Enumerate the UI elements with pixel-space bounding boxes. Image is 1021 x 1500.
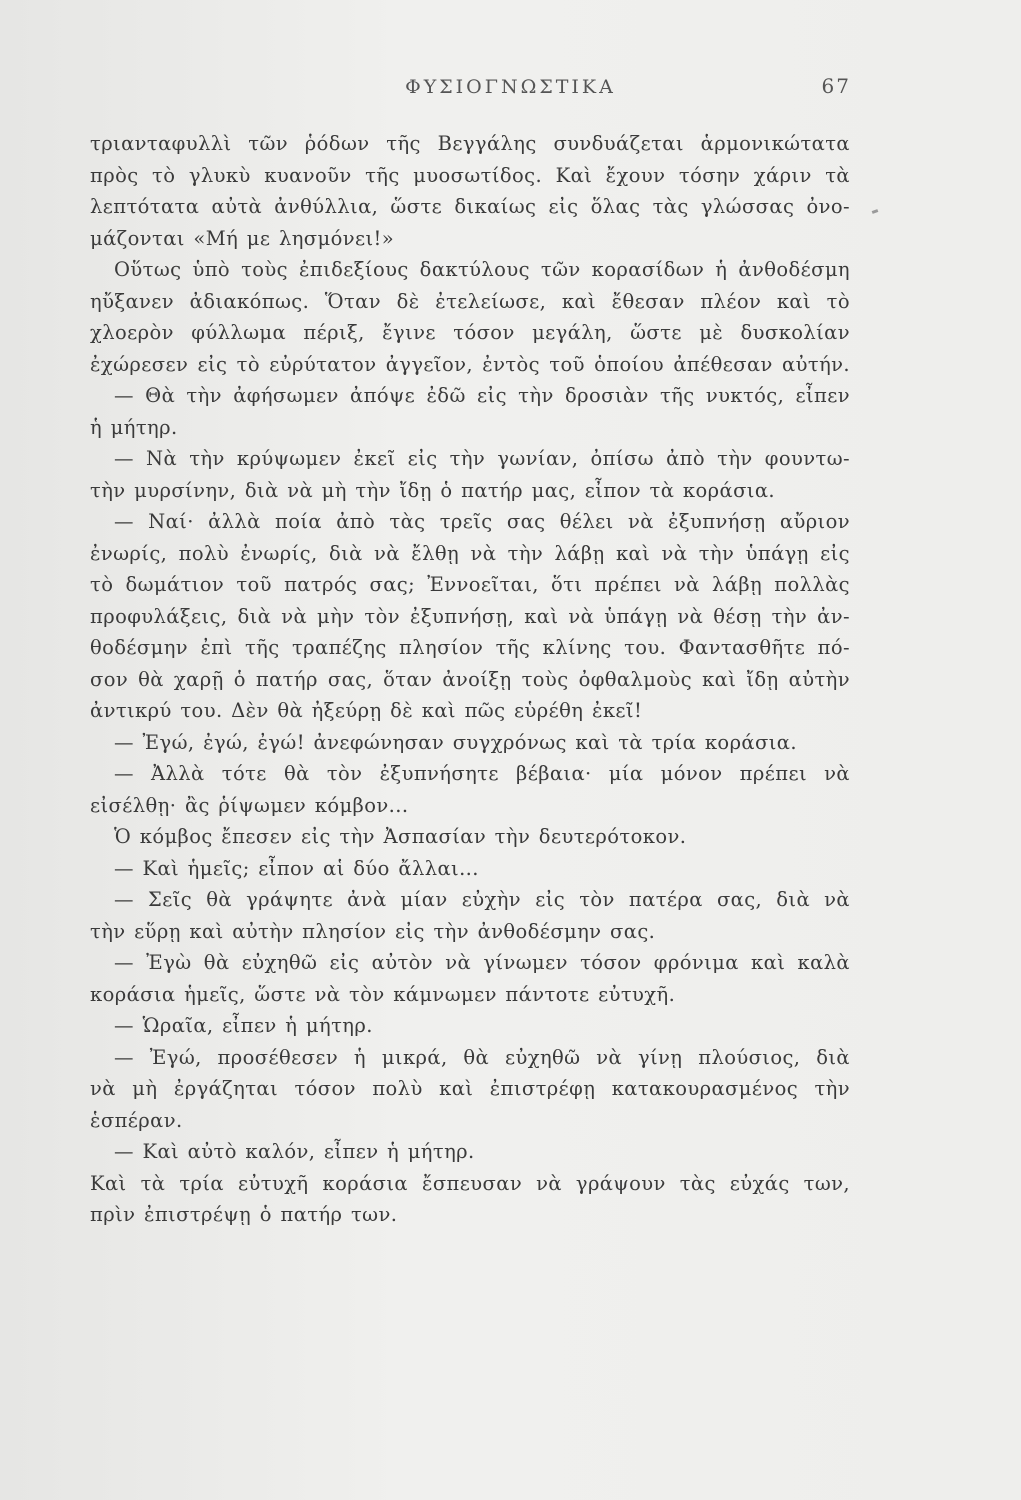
text-line: σον θὰ χαρῇ ὁ πατήρ σας, ὅταν ἀνοίξῃ τοὺς ὀφθαλμοὺς καὶ ἴδῃ αὐτὴν xyxy=(90,667,850,691)
text-line: — Ἐγώ, ἐγώ, ἐγώ! ἀνεφώνησαν συγχρόνως καὶ τὰ τρία κοράσια. xyxy=(114,730,797,754)
text-line: — Ἀλλὰ τότε θὰ τὸν ἐξυπνήσητε βέβαια· μία μόνον πρέπει νὰ xyxy=(114,762,850,785)
text-line: τὸ δωμάτιον τοῦ πατρός σας; Ἐννοεῖται, ὅτι πρέπει νὰ λάβῃ πολλὰς xyxy=(90,573,850,596)
text-line: — Ὡραῖα, εἶπεν ἡ μήτηρ. xyxy=(114,1014,373,1037)
text-line: εἰσέλθῃ· ἂς ῥίψωμεν κόμβον... xyxy=(90,793,409,817)
text-line: — Ἐγὼ θὰ εὐχηθῶ εἰς αὐτὸν νὰ γίνωμεν τόσον φρόνιμα καὶ καλὰ xyxy=(114,951,850,974)
text-line: ἐχώρεσεν εἰς τὸ εὐρύτατον ἀγγεῖον, ἐντὸς τοῦ ὁποίου ἀπέθεσαν αὐτήν. xyxy=(90,352,850,376)
text-line: προφυλάξεις, διὰ νὰ μὴν τὸν ἐξυπνήσῃ, καὶ νὰ ὑπάγῃ νὰ θέσῃ τὴν ἀν- xyxy=(90,604,850,628)
text-line: κοράσια ἡμεῖς, ὥστε νὰ τὸν κάμνωμεν πάντοτε εὐτυχῆ. xyxy=(90,982,676,1006)
text-line: — Ναί· ἀλλὰ ποία ἀπὸ τὰς τρεῖς σας θέλει νὰ ἐξυπνήσῃ αὔριον xyxy=(114,510,850,533)
text-line: ηὔξανεν ἀδιακόπως. Ὅταν δὲ ἐτελείωσε, καὶ ἔθεσαν πλέον καὶ τὸ xyxy=(90,289,850,313)
text-line: χλοερὸν φύλλωμα πέριξ, ἔγινε τόσον μεγάλη, ὥστε μὲ δυσκολίαν xyxy=(90,321,850,344)
text-line: πρὸς τὸ γλυκὺ κυανοῦν τῆς μυοσωτίδος. Καὶ ἔχουν τόσην χάριν τὰ xyxy=(90,163,850,187)
print-speck xyxy=(872,209,879,214)
text-line: θοδέσμην ἐπὶ τῆς τραπέζης πλησίον τῆς κλίνης του. Φαντασθῆτε πό- xyxy=(90,636,850,659)
text-line: Οὕτως ὑπὸ τοὺς ἐπιδεξίους δακτύλους τῶν κορασίδων ἡ ἀνθοδέσμη xyxy=(114,258,850,281)
running-title: ΦΥΣΙΟΓΝΩΣΤΙΚΑ xyxy=(405,76,616,98)
text-line: — Σεῖς θὰ γράψητε ἀνὰ μίαν εὐχὴν εἰς τὸν πατέρα σας, διὰ νὰ xyxy=(114,888,850,911)
page-header xyxy=(0,72,1021,102)
text-line: πρὶν ἐπιστρέψῃ ὁ πατήρ των. xyxy=(90,1203,398,1226)
text-line: νὰ μὴ ἐργάζηται τόσον πολὺ καὶ ἐπιστρέφῃ κατακουρασμένος τὴν xyxy=(90,1077,850,1100)
text-line: Ὁ κόμβος ἔπεσεν εἰς τὴν Ἀσπασίαν τὴν δευτερότοκον. xyxy=(114,825,687,848)
text-line: — Θὰ τὴν ἀφήσωμεν ἀπόψε ἐδῶ εἰς τὴν δροσιὰν τῆς νυκτός, εἶπεν xyxy=(114,384,850,407)
text-line: — Καὶ αὐτὸ καλόν, εἶπεν ἡ μήτηρ. xyxy=(114,1140,475,1163)
text-line: ἡ μήτηρ. xyxy=(90,415,178,439)
text-line: Καὶ τὰ τρία εὐτυχῆ κοράσια ἔσπευσαν νὰ γράψουν τὰς εὐχάς των, xyxy=(90,1171,850,1195)
text-line: — Νὰ τὴν κρύψωμεν ἐκεῖ εἰς τὴν γωνίαν, ὀπίσω ἀπὸ τὴν φουντω- xyxy=(114,447,850,470)
text-line: ἀντικρύ του. Δὲν θὰ ἠξεύρῃ δὲ καὶ πῶς εὑρέθη ἐκεῖ! xyxy=(90,699,643,722)
text-line: — Ἐγώ, προσέθεσεν ἡ μικρά, θὰ εὐχηθῶ νὰ γίνῃ πλούσιος, διὰ xyxy=(114,1045,850,1069)
text-line: τὴν εὕρῃ καὶ αὐτὴν πλησίον εἰς τὴν ἀνθοδέσμην σας. xyxy=(90,919,656,943)
text-line: ἑσπέραν. xyxy=(90,1108,183,1132)
text-line: ἐνωρίς, πολὺ ἐνωρίς, διὰ νὰ ἔλθῃ νὰ τὴν λάβῃ καὶ νὰ τὴν ὑπάγῃ εἰς xyxy=(90,541,850,565)
text-line: λεπτότατα αὐτὰ ἀνθύλλια, ὥστε δικαίως εἰς ὅλας τὰς γλώσσας ὀνο- xyxy=(90,195,850,218)
text-line: μάζονται «Μή με λησμόνει!» xyxy=(90,226,395,250)
page-number: 67 xyxy=(821,74,851,98)
body-text xyxy=(90,128,850,1231)
text-line: τριανταφυλλὶ τῶν ῥόδων τῆς Βεγγάλης συνδυάζεται ἁρμονικώτατα xyxy=(90,132,850,155)
text-line: — Καὶ ἡμεῖς; εἶπον αἱ δύο ἄλλαι... xyxy=(114,856,479,880)
text-line: τὴν μυρσίνην, διὰ νὰ μὴ τὴν ἴδῃ ὁ πατήρ μας, εἶπον τὰ κοράσια. xyxy=(90,478,775,502)
